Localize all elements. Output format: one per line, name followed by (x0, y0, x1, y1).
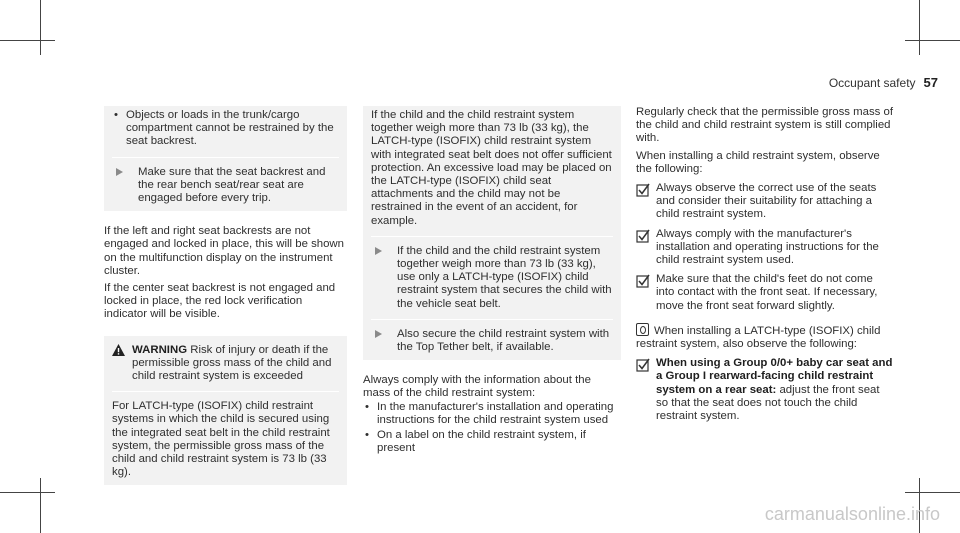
list-item: • On a label on the child restraint system, if present (363, 429, 621, 455)
checklist-item (636, 273, 894, 313)
section-title: Occupant safety (828, 76, 916, 90)
warning-title: Risk of injury or death if the permissible gross mass of the child and child restraint system is exceeded (132, 343, 332, 383)
warning-body: For LATCH-type (ISOFIX) child restraint systems in which the child is secured using the integrated seat belt in the child restraint system, the permissible gross mass of the child and child restraint system is 73 lb (33 kg). (112, 400, 330, 479)
checklist-text: adjust the front seat so that the seat does not touch the child restraint system. (656, 383, 880, 423)
note-text: When installing a LATCH-type (ISOFIX) child restraint system, also observe the following: (636, 324, 881, 351)
divider (371, 236, 613, 237)
warning-triangle-icon (112, 344, 125, 356)
checklist-text: Always comply with the manufacturer's installation and operating instructions for the child restraint system used. (656, 227, 879, 267)
crop-mark (919, 0, 920, 55)
paragraph: If the left and right seat backrests are not engaged and locked in place, this will be shown on the multifunction display on the instrument cluster. (104, 225, 344, 277)
warning-heading (112, 344, 339, 384)
checklist-text: Always observe the correct use of the seats and consider their suitability for attaching a child restraint system. (656, 182, 877, 221)
page-number: 57 (923, 75, 938, 90)
warning-continued-box (363, 106, 621, 360)
paragraph: Always comply with the information about the mass of the child restraint system: (363, 374, 591, 400)
crop-mark (40, 0, 41, 55)
column-2 (363, 106, 621, 457)
column-1 (104, 106, 347, 485)
instruction (112, 166, 339, 206)
checklist-text: Make sure that the child's feet do not come into contact with the front seat. If necessary, move the front seat forward slightly. (656, 273, 878, 312)
checklist-item (636, 357, 894, 423)
crop-mark (905, 40, 960, 41)
checklist-item (636, 182, 894, 222)
warning-label: WARNING (132, 343, 188, 356)
checkbox-checked-icon (636, 274, 650, 288)
divider (112, 391, 339, 392)
instruction-text: Also secure the child restraint system with the Top Tether belt, if available. (397, 327, 610, 354)
list-item: • In the manufacturer's installation and operating instructions for the child restraint system used (363, 401, 621, 427)
arrow-right-icon (375, 247, 382, 255)
arrow-right-icon (375, 330, 382, 338)
checkbox-checked-icon (636, 183, 650, 197)
list-item: • Objects or loads in the trunk/cargo compartment cannot be restrained by the seat backrest. (112, 109, 339, 149)
paragraph: Regularly check that the permissible gross mass of the child and child restraint system is still complied with. (636, 106, 894, 145)
instruction (371, 328, 613, 354)
page-header (829, 75, 938, 90)
note-box (104, 106, 347, 211)
crop-mark (905, 492, 960, 493)
warning-box (104, 336, 347, 486)
checklist-item (636, 228, 894, 268)
instruction-text: If the child and the child restraint system together weigh more than 73 lb (33 kg), use only a LATCH-type (ISOFIX) child restraint system that secures the child with the vehicle seat belt. (397, 244, 612, 310)
note (636, 323, 894, 351)
crop-mark (0, 40, 55, 41)
checkbox-checked-icon (636, 358, 650, 372)
checklist-bold-text: When using a Group 0/0+ baby car seat and a Group I rearward-facing child restraint system on a rear seat: (656, 357, 893, 396)
paragraph: If the child and the child restraint system together weigh more than 73 lb (33 kg), the LATCH-type (ISOFIX) child restraint system with integrated seat belt does not offer sufficient protection. An excessive load may be placed on the LATCH-type (ISOFIX) child seat attachments and the child may not be restrained in the event of an accident, for example. (371, 109, 612, 227)
arrow-right-icon (116, 168, 123, 176)
column-3 (636, 106, 894, 423)
divider (112, 157, 339, 158)
paragraph: If the center seat backrest is not engaged and locked in place, the red lock verification indicator will be visible. (104, 282, 336, 321)
isofix-icon (636, 323, 649, 336)
instruction-text: Make sure that the seat backrest and the rear bench seat/rear seat are engaged before every trip. (138, 165, 326, 205)
instruction (371, 245, 613, 311)
watermark: carmanualsonline.info (764, 504, 940, 524)
paragraph: When installing a child restraint system, observe the following: (636, 149, 880, 175)
divider (371, 319, 613, 320)
crop-mark (0, 492, 55, 493)
checkbox-checked-icon (636, 229, 650, 243)
crop-mark (40, 478, 41, 533)
